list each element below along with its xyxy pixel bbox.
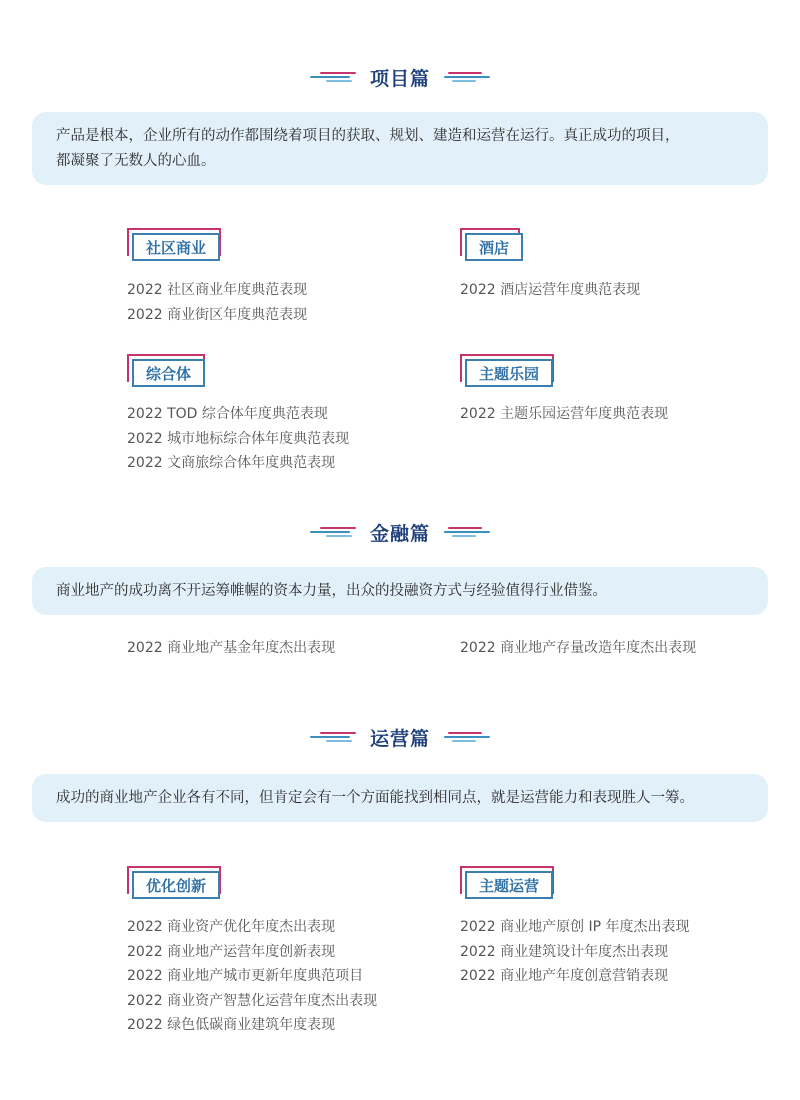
intro-line: 商业地产的成功离不开运筹帷幄的资本力量，出众的投融资方式与经验值得行业借鉴。 (56, 582, 607, 599)
title-decoration-right (444, 71, 490, 83)
list-complex (127, 402, 349, 476)
section-title-finance (0, 517, 800, 547)
list-community-commerce (127, 278, 307, 327)
tag-community-commerce: 社区商业 (132, 233, 220, 261)
list-item: 2022 商业地产基金年度杰出表现 (127, 640, 336, 656)
intro-box-finance (32, 567, 768, 615)
list-item: 2022 城市地标综合体年度典范表现 (127, 430, 350, 447)
list-item: 2022 商业地产存量改造年度杰出表现 (460, 640, 697, 656)
list-item: 2022 TOD 综合体年度典范表现 (127, 406, 328, 422)
intro-line: 成功的商业地产企业各有不同，但肯定会有一个方面能找到相同点，就是运营能力和表现胜人一筹。 (56, 789, 694, 806)
title-decoration-right (444, 731, 490, 743)
list-item: 2022 绿色低碳商业建筑年度表现 (127, 1017, 336, 1033)
list-item: 2022 商业建筑设计年度杰出表现 (460, 943, 669, 960)
title-decoration-left (310, 731, 356, 743)
intro-line: 产品是根本，企业所有的动作都围绕着项目的获取、规划、建造和运营在运行。真正成功的项目， (56, 127, 680, 144)
list-item: 2022 文商旅综合体年度典范表现 (127, 455, 336, 471)
tag-optimize-innovation: 优化创新 (132, 871, 220, 899)
list-item: 2022 主题乐园运营年度典范表现 (460, 406, 669, 422)
tag-theme-operation: 主题运营 (465, 871, 553, 899)
list-item: 2022 商业地产城市更新年度典范项目 (127, 968, 364, 984)
list-finance-left (127, 636, 335, 661)
section-title-project (0, 62, 800, 92)
list-theme-operation (460, 915, 690, 989)
intro-box-operation (32, 774, 768, 822)
intro-box-project (32, 112, 768, 185)
tag-hotel: 酒店 (465, 233, 523, 261)
section-title-text: 金融篇 (369, 522, 430, 545)
list-item: 2022 商业资产智慧化运营年度杰出表现 (127, 992, 378, 1009)
list-item: 2022 酒店运营年度典范表现 (460, 282, 641, 298)
list-item: 2022 商业街区年度典范表现 (127, 306, 308, 323)
list-item: 2022 商业资产优化年度杰出表现 (127, 919, 336, 935)
section-title-operation (0, 722, 800, 752)
list-finance-right (460, 636, 696, 661)
list-theme-park (460, 402, 668, 427)
list-item: 2022 商业地产原创 IP 年度杰出表现 (460, 919, 690, 935)
tag-theme-park: 主题乐园 (465, 359, 553, 387)
intro-line: 都凝聚了无数人的心血。 (56, 152, 216, 169)
list-optimize-innovation (127, 915, 377, 1038)
list-item: 2022 商业地产运营年度创新表现 (127, 943, 336, 960)
title-decoration-left (310, 526, 356, 538)
title-decoration-left (310, 71, 356, 83)
tag-complex: 综合体 (132, 359, 205, 387)
list-item: 2022 商业地产年度创意营销表现 (460, 968, 669, 984)
section-title-text: 运营篇 (369, 727, 430, 750)
list-item: 2022 社区商业年度典范表现 (127, 282, 308, 298)
list-hotel (460, 278, 640, 303)
title-decoration-right (444, 526, 490, 538)
section-title-text: 项目篇 (369, 67, 430, 90)
